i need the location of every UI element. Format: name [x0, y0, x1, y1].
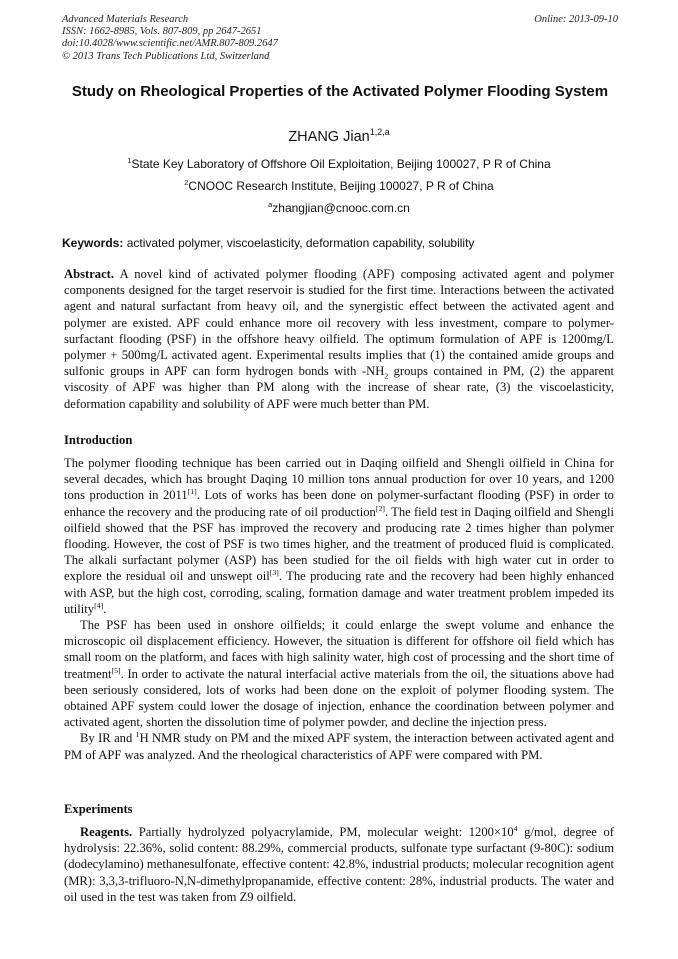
- experiments-body: [64, 824, 614, 905]
- paper-title: Study on Rheological Properties of the Activated Polymer Flooding System: [71, 83, 609, 100]
- abstract-text-1: A novel kind of activated polymer flooding (APF) composing activated agent and polymer components designed for the target reservoir is studied for the first time. Interactions between the activated agent and natural surfactant from heavy oil, and the synergistic effect between the activated agent and polymer are existed. APF could enhance more oil recovery with less investment, compare to polymer-surfactant flooding (PSF) in the offshore heavy oilfield. The optimum formulation of APF is 1200mg/L polymer + 500mg/L activated agent. Experimental results implies that (1) the contained amide groups and sulfonic groups in APF can form hydrogen bonds with -NH: [64, 267, 614, 379]
- affiliation-1: [0, 157, 678, 171]
- introduction-body: [64, 455, 614, 763]
- email-text: zhangjian@cnooc.com.cn: [272, 201, 410, 215]
- intro-paragraph-1: [64, 455, 614, 617]
- reagents-text-2: g/mol, degree of hydrolysis: 22.36%, solid content: 88.29%, commercial products, sulfonate type surfactant (9-80C): sodium (dodecylamino) methanesulfonate, effective content: 42.8%, industrial products; molecular recognition agent (MR): 3,3,3-trifluoro-N,N-dimethylpropanamide, effective content: 28%, industrial products. The water and oil used in the test was taken from Z9 oilfield.: [64, 825, 614, 904]
- author-line: [0, 129, 678, 145]
- journal-header: [62, 14, 618, 63]
- introduction-heading: Introduction: [64, 433, 133, 447]
- intro-p1-text: . Lots of works has been done on polymer-surfactant flooding (PSF) in order to enhance the recovery and the producing rate of oil production: [64, 488, 614, 519]
- intro-p1-text: . The producing rate and the recovery had been highly enhanced with ASP, but the high cost, corroding, scaling, formation damage and water treatment problem impeded its utility: [64, 569, 615, 616]
- citation-2: [2]: [375, 503, 385, 513]
- issn-line: ISSN: 1662-8985, Vols. 807-809, pp 2647-2651: [62, 26, 262, 38]
- citation-1: [1]: [187, 487, 197, 497]
- copyright-line: © 2013 Trans Tech Publications Ltd, Switzerland: [62, 50, 270, 62]
- citation-3: [3]: [269, 568, 279, 578]
- intro-p3-text: H NMR study on PM and the mixed APF system, the interaction between activated agent and PM of APF was analyzed. And the rheological characteristics of APF were compared with PM.: [64, 731, 614, 762]
- reagents-superscript: 4: [513, 823, 518, 833]
- citation-5: [5]: [111, 665, 121, 675]
- reagents-text-1: Partially hydrolyzed polyacrylamide, PM, molecular weight: 1200×10: [138, 825, 514, 839]
- author-superscript: 1,2,a: [369, 127, 390, 138]
- doi-line: doi:10.4028/www.scientific.net/AMR.807-809.2647: [62, 38, 278, 50]
- intro-p1-text: . The field test in Daqing oilfield and Shengli oilfield showed that the PSF has improved the recovery and producing rate 2 times higher than polymer flooding. However, the cost of PSF is two times higher, and the treatment of produced fluid is complicated. The alkali surfactant polymer (ASP) has been studied for the oil fields with high water cut in order to explore the residual oil and unswept oil: [64, 504, 614, 584]
- author-name: ZHANG Jian: [288, 129, 370, 145]
- abstract-subscript: 2: [384, 371, 389, 381]
- affiliation-1-mark: 1: [127, 156, 132, 165]
- affiliation-2: [0, 179, 678, 193]
- abstract: [64, 266, 614, 412]
- intro-p2-text: The PSF has been used in onshore oilfields; it could enlarge the swept volume and enhance the microscopic oil displacement efficiency. However, the situation is different for offshore oil field which has small room on the platform, and faces with high salinity water, high cost of processing and the short time of treatment: [64, 618, 614, 681]
- reagents-paragraph: [64, 824, 614, 905]
- citation-4: [4]: [94, 600, 104, 610]
- nmr-superscript: 1: [135, 730, 140, 740]
- author-email: [0, 201, 678, 215]
- keywords-label: Keywords:: [62, 236, 124, 250]
- intro-p1-text: The polymer flooding technique has been carried out in Daqing oilfield and Shengli oilfield in China for several decades, which has brought Daqing 10 million tons annual production for over 10 years, and 1200 tons production in 2011: [64, 456, 614, 503]
- keywords-text: activated polymer, viscoelasticity, deformation capability, solubility: [126, 236, 475, 250]
- online-date: Online: 2013-09-10: [534, 14, 618, 25]
- email-mark: a: [268, 200, 273, 209]
- affiliation-2-text: CNOOC Research Institute, Beijing 100027, P R of China: [188, 179, 494, 193]
- intro-paragraph-2: [64, 617, 614, 730]
- intro-p2-text: . In order to activate the natural interfacial active materials from the oil, the situations above had been seriously considered, lots of works had been done on the exploit of polymer flooding system. The obtained APF system could lower the dosage of injection, enhance the coordination between polymer and activated agent, shorten the dissolution time of polymer powder, and decline the injection press.: [64, 666, 614, 730]
- affiliation-1-text: State Key Laboratory of Offshore Oil Exploitation, Beijing 100027, P R of China: [131, 157, 551, 171]
- experiments-heading: Experiments: [64, 802, 133, 816]
- abstract-text-2: groups contained in PM, (2) the apparent viscosity of APF was higher than PM along with the increase of shear rate, (3) the viscoelasticity, deformation capability and solubility of APF were much better than PM.: [64, 364, 614, 411]
- keywords: [62, 236, 618, 250]
- reagents-label: Reagents.: [80, 825, 133, 839]
- intro-paragraph-3: [64, 730, 614, 762]
- affiliation-2-mark: 2: [184, 178, 189, 187]
- journal-name: Advanced Materials Research: [62, 14, 189, 25]
- abstract-label: Abstract.: [64, 267, 115, 281]
- intro-p3-text: By IR and: [80, 731, 136, 746]
- intro-p1-text: .: [103, 601, 107, 616]
